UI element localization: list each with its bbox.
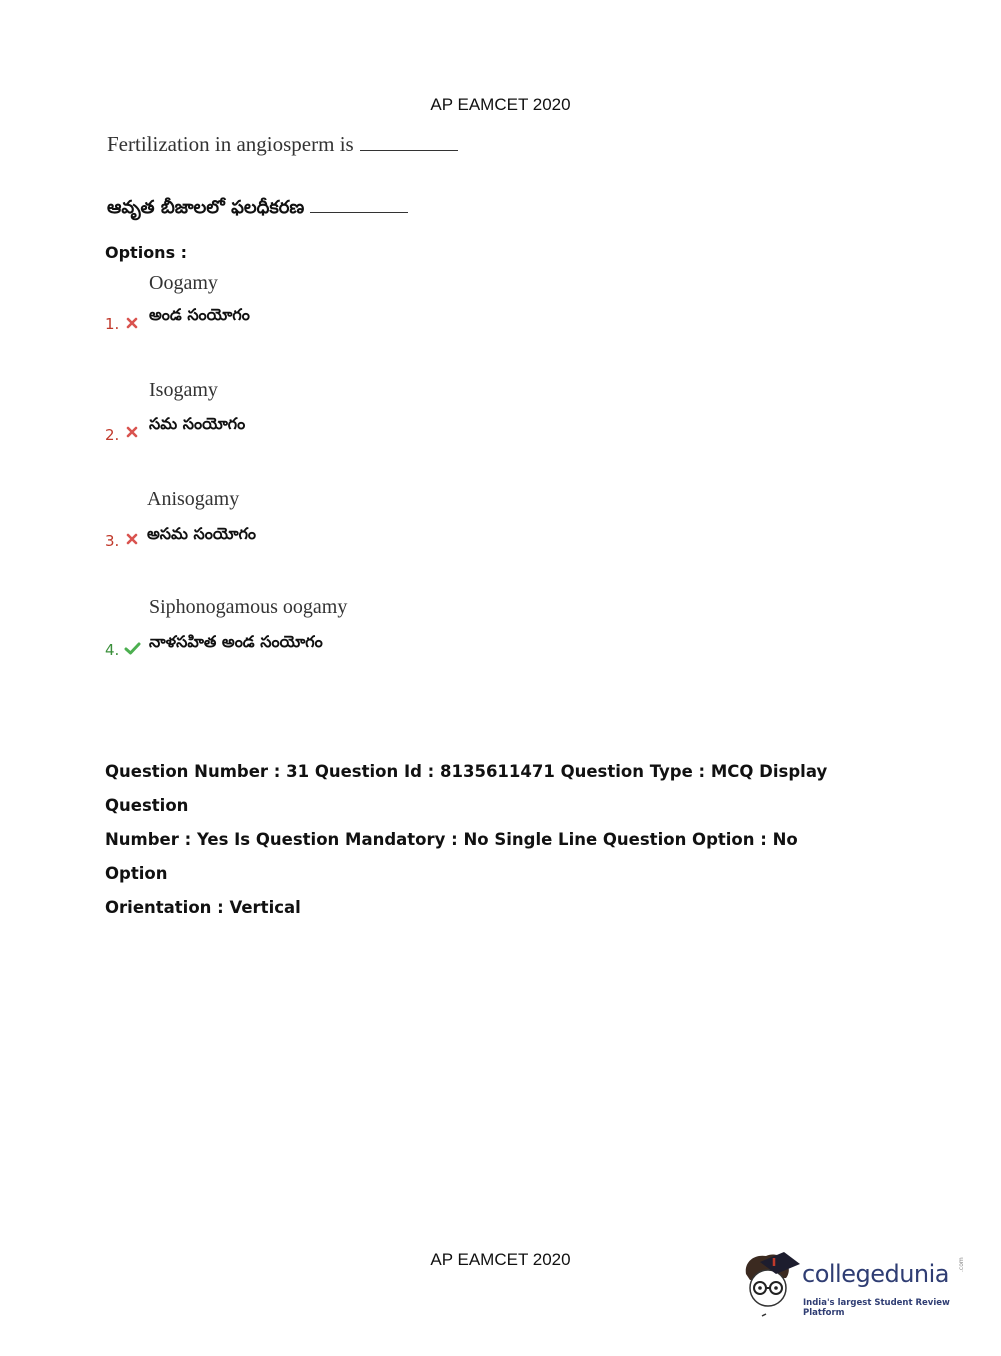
option-english-text: Anisogamy — [147, 488, 240, 510]
metadata-line: Question Number : 31 Question Id : 8135611471 Question Type : MCQ Display Question — [105, 762, 828, 815]
option-2 — [105, 379, 705, 459]
option-english-text: Oogamy — [149, 272, 218, 294]
option-telugu-text: అండ సంయోగం — [149, 305, 250, 324]
page-header-title: AP EAMCET 2020 — [430, 95, 571, 114]
collegedunia-logo — [740, 1248, 970, 1318]
option-4 — [105, 596, 705, 676]
answer-blank — [360, 150, 458, 151]
options-label: Options : — [105, 243, 188, 262]
logo-brand: collegedunia — [802, 1260, 950, 1288]
metadata-line: Orientation : Vertical — [105, 898, 301, 917]
option-number: 1. — [105, 315, 120, 333]
option-3 — [105, 488, 705, 568]
option-telugu-text: సమ సంయోగం — [149, 414, 246, 433]
cross-icon — [125, 316, 139, 330]
option-english-text: Isogamy — [149, 379, 218, 401]
option-number: 3. — [105, 532, 120, 550]
mascot-icon — [740, 1248, 802, 1318]
cross-icon — [125, 532, 139, 546]
question-telugu-label: ఆవృత బీజాలలో ఫలధీకరణ — [107, 197, 305, 218]
checkmark-icon — [124, 641, 141, 656]
cross-icon — [125, 425, 139, 439]
logo-suffix: .com — [958, 1257, 965, 1272]
question-text-english — [107, 132, 458, 157]
question-english-label: Fertilization in angiosperm is — [107, 132, 354, 156]
option-english-text: Siphonogamous oogamy — [149, 596, 348, 618]
option-telugu-text: అసమ సంయోగం — [147, 524, 257, 543]
metadata-line: Number : Yes Is Question Mandatory : No Single Line Question Option : No Option — [105, 830, 798, 883]
question-text-telugu — [107, 197, 408, 222]
logo-tagline: India's largest Student Review Platform — [803, 1298, 950, 1318]
answer-blank — [310, 212, 408, 213]
option-telugu-text: నాళసహిత అండ సంయోగం — [149, 632, 323, 651]
question-metadata — [105, 755, 865, 925]
option-1 — [105, 272, 705, 352]
option-number: 2. — [105, 426, 120, 444]
page-footer-title: AP EAMCET 2020 — [430, 1250, 571, 1269]
option-number: 4. — [105, 641, 120, 659]
